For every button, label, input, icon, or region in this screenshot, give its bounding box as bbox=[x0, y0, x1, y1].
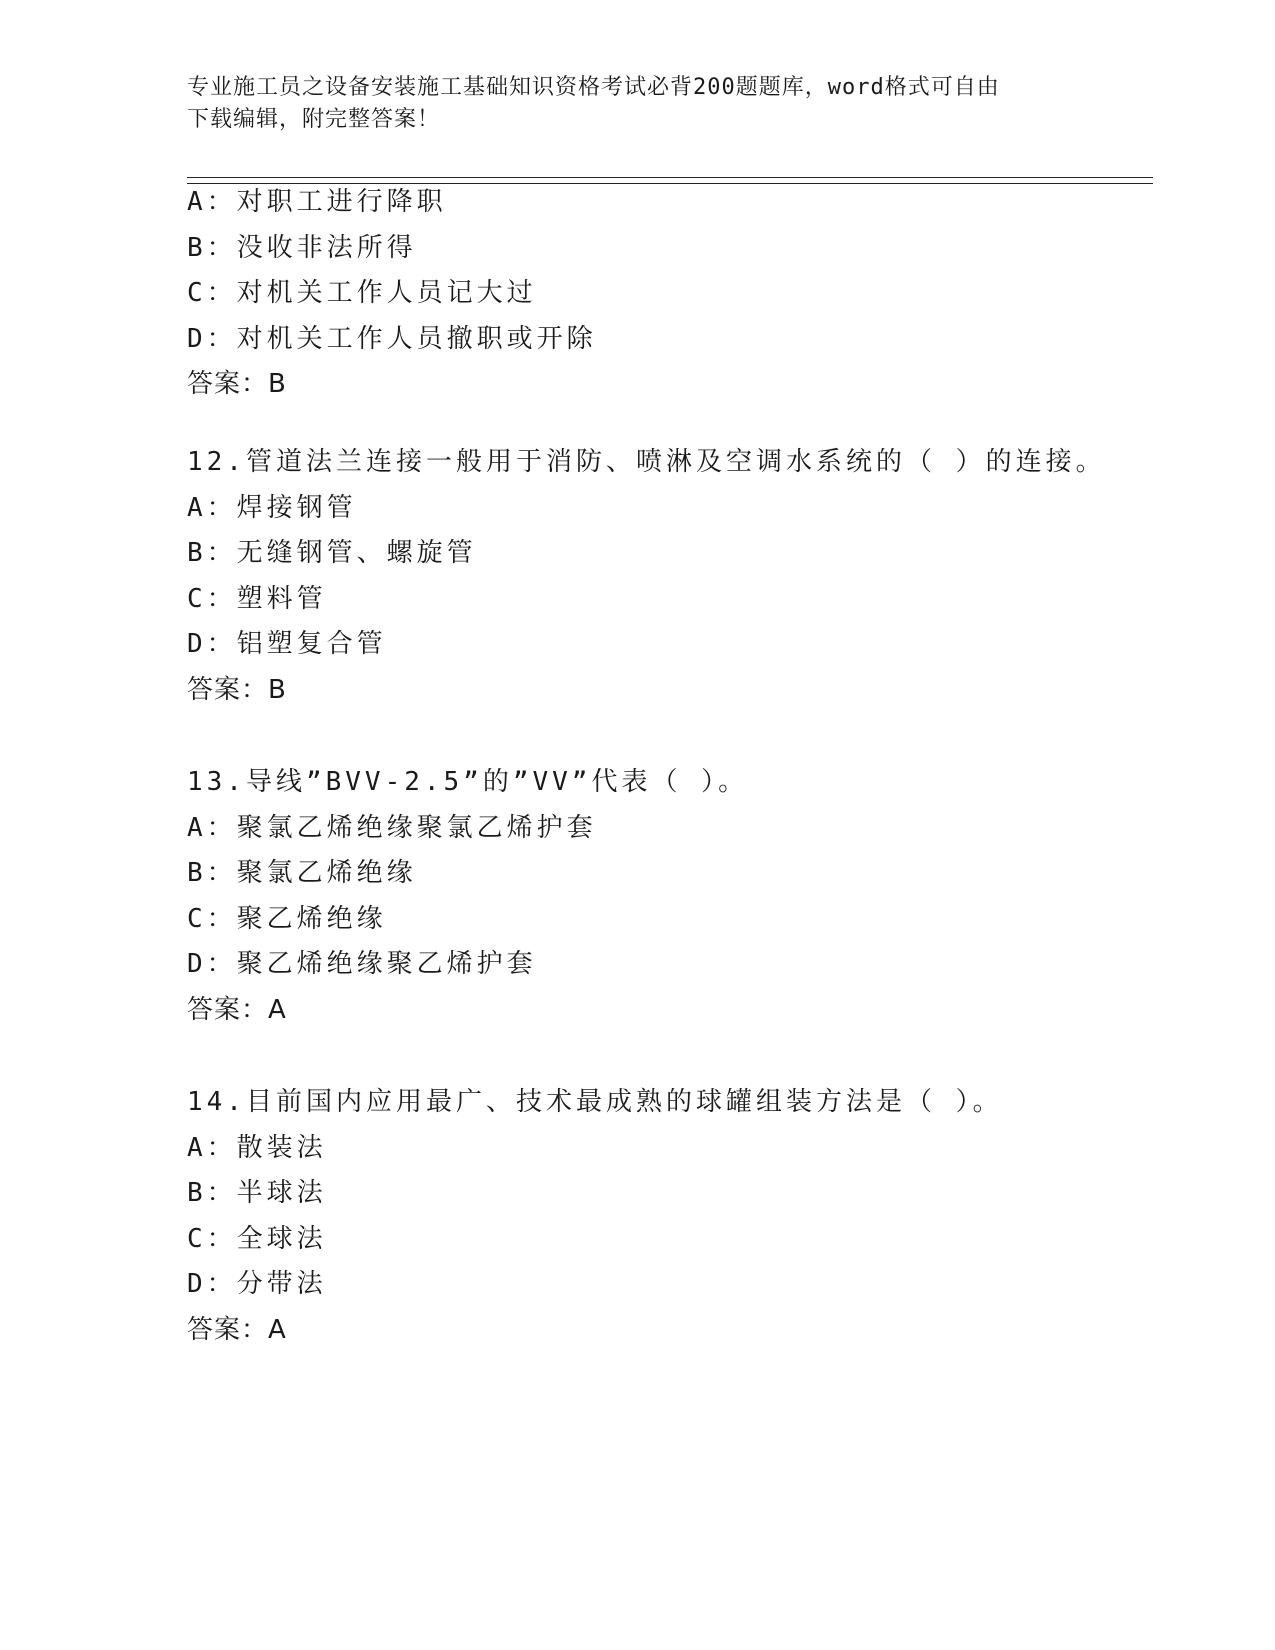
option-c: C：对机关工作人员记大过 bbox=[187, 278, 537, 308]
header-line-2: 下载编辑，附完整答案！ bbox=[187, 107, 441, 132]
option-b: B：半球法 bbox=[187, 1178, 327, 1208]
option-b: B：无缝钢管、螺旋管 bbox=[187, 538, 477, 568]
question-text: 14.目前国内应用最广、技术最成熟的球罐组装方法是（ ）。 bbox=[187, 1087, 1003, 1117]
option-c: C：聚乙烯绝缘 bbox=[187, 903, 387, 934]
question-text: 13.导线”BVV-2.5”的”VV”代表（ ）。 bbox=[187, 767, 749, 797]
option-a: A：聚氯乙烯绝缘聚氯乙烯护套 bbox=[187, 812, 597, 843]
option-d: D：对机关工作人员撤职或开除 bbox=[187, 323, 597, 354]
header-line-1: 专业施工员之设备安装施工基础知识资格考试必背200题题库，word格式可自由 bbox=[187, 75, 1000, 100]
option-a: A：对职工进行降职 bbox=[187, 187, 447, 217]
question-block-11 bbox=[187, 180, 1187, 408]
question-block-12 bbox=[187, 440, 1187, 713]
document-header bbox=[187, 72, 1087, 136]
answer-line: 答案：B bbox=[187, 674, 287, 705]
question-text: 12.管道法兰连接一般用于消防、喷淋及空调水系统的（ ）的连接。 bbox=[187, 447, 1106, 477]
option-d: D：聚乙烯绝缘聚乙烯护套 bbox=[187, 949, 537, 979]
answer-line: 答案：B bbox=[187, 369, 287, 399]
option-a: A：焊接钢管 bbox=[187, 492, 357, 523]
option-b: B：没收非法所得 bbox=[187, 232, 417, 263]
option-d: D：分带法 bbox=[187, 1269, 327, 1299]
option-a: A：散装法 bbox=[187, 1132, 327, 1163]
answer-line: 答案：A bbox=[187, 994, 287, 1025]
question-block-13 bbox=[187, 760, 1187, 1033]
header-divider-top bbox=[187, 177, 1153, 178]
answer-line: 答案：A bbox=[187, 1314, 287, 1345]
option-b: B：聚氯乙烯绝缘 bbox=[187, 858, 417, 888]
question-block-14 bbox=[187, 1080, 1187, 1353]
option-d: D：铝塑复合管 bbox=[187, 629, 387, 659]
option-c: C：塑料管 bbox=[187, 583, 327, 614]
option-c: C：全球法 bbox=[187, 1223, 327, 1254]
